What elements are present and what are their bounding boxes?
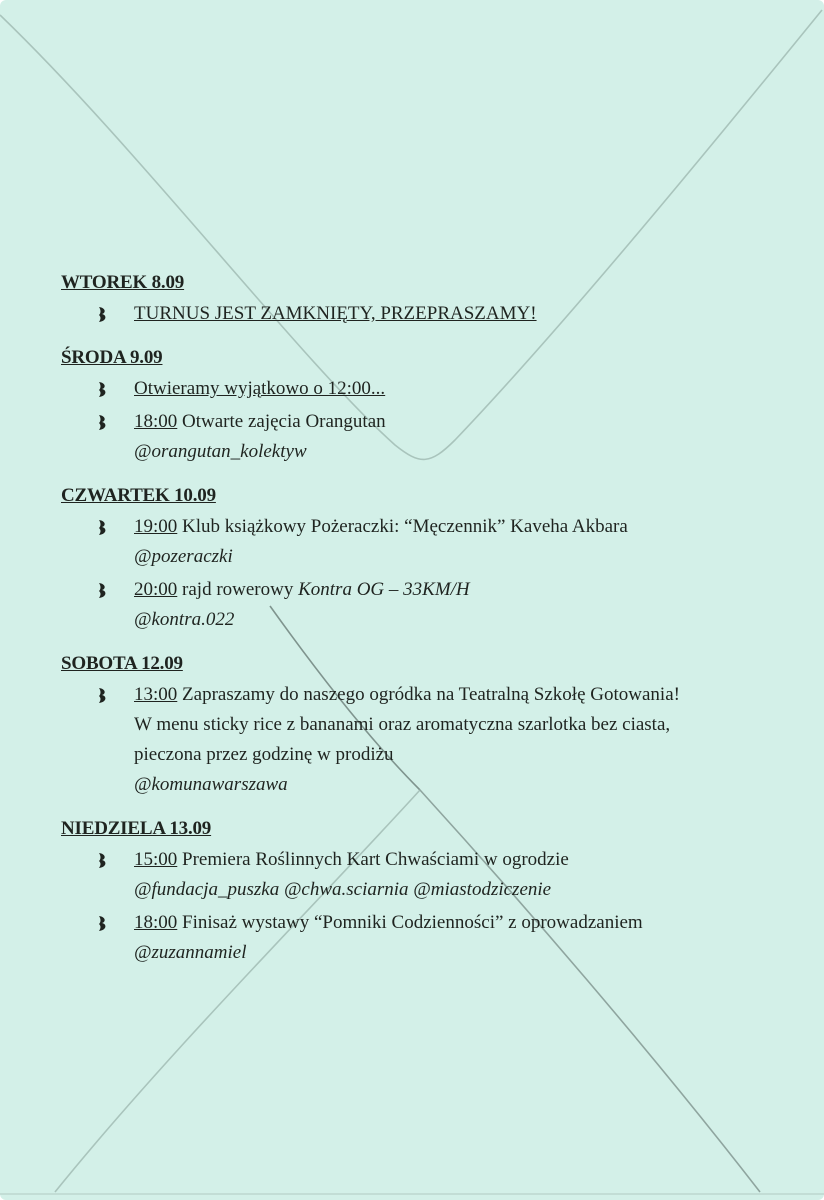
event-text: Finisaż wystawy “Pomniki Codzienności” z oprowadzaniem [182,912,643,933]
event-time: 20:00 [134,579,178,600]
bullet-icon [97,688,107,703]
day-heading: SOBOTA 12.09 [61,653,183,674]
bullet-icon [97,520,107,535]
bullet-icon [97,853,107,868]
event-description-line: W menu sticky rice z bananami oraz aromatyczna szarlotka bez ciasta, [134,714,671,735]
bullet-icon [97,583,107,598]
event-list [61,299,791,329]
event-time: 19:00 [134,516,178,537]
event-handles: @komunawarszawa [134,774,288,795]
day-section [61,651,791,800]
event-item [61,680,791,800]
event-list [61,374,791,467]
bullet-icon [97,307,107,322]
event-text: Klub książkowy Pożeraczki: “Męczennik” Kaveha Akbara [182,516,628,537]
event-handles: @kontra.022 [134,609,235,630]
event-time: 13:00 [134,684,178,705]
event-text: Otwieramy wyjątkowo o 12:00... [134,378,386,399]
bullet-icon [97,916,107,931]
event-list [61,512,791,635]
day-heading: CZWARTEK 10.09 [61,485,216,506]
event-text: Premiera Roślinnych Kart Chwaściami w ogrodzie [182,849,569,870]
day-heading: WTOREK 8.09 [61,272,185,293]
event-schedule [61,270,791,984]
event-list [61,680,791,800]
event-text: TURNUS JEST ZAMKNIĘTY, PRZEPRASZAMY! [134,303,537,324]
event-item [61,374,791,404]
event-time: 15:00 [134,849,178,870]
bullet-icon [97,382,107,397]
day-heading: ŚRODA 9.09 [61,347,163,368]
event-item [61,512,791,572]
day-section [61,816,791,968]
event-handles: @pozeraczki [134,546,233,567]
event-handles: @zuzannamiel [134,942,247,963]
event-text: Otwarte zajęcia Orangutan [182,411,386,432]
event-description-line: pieczona przez godzinę w prodiżu [134,744,394,765]
event-text: Zapraszamy do naszego ogródka na Teatralną Szkołę Gotowania! [182,684,680,705]
event-time: 18:00 [134,912,178,933]
event-handles: @fundacja_puszka @chwa.sciarnia @miastodzicz​enie [134,879,552,900]
event-title: Kontra OG – 33KM/H [298,579,470,600]
event-item [61,299,791,329]
event-text: rajd rowerowy [182,579,294,600]
day-section [61,483,791,635]
day-section [61,270,791,329]
event-item [61,407,791,467]
event-item [61,845,791,905]
bullet-icon [97,415,107,430]
event-item [61,908,791,968]
event-time: 18:00 [134,411,178,432]
event-handles: @orangutan_kolektyw [134,441,307,462]
day-section [61,345,791,467]
event-item [61,575,791,635]
day-heading: NIEDZIELA 13.09 [61,818,212,839]
event-list [61,845,791,968]
